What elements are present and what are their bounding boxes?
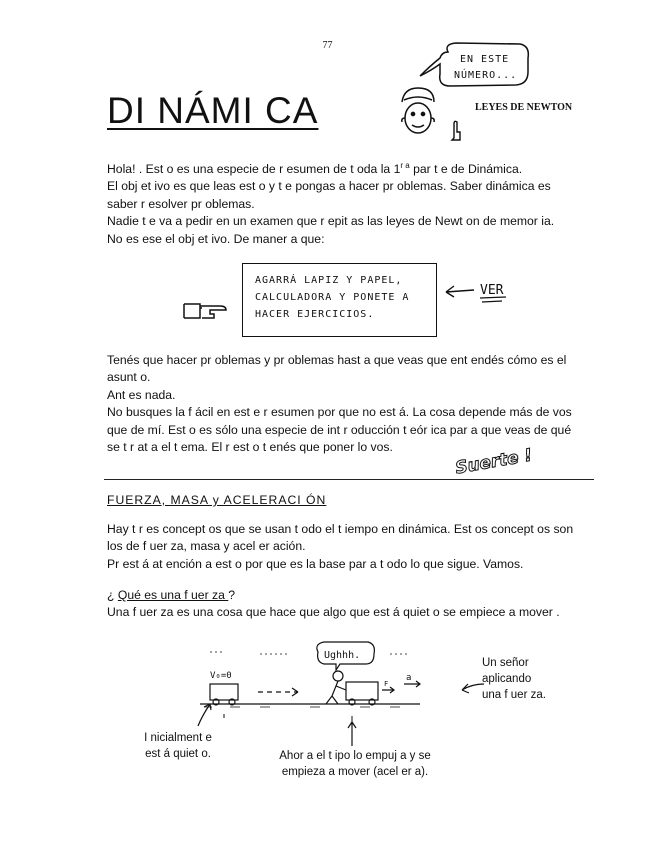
concepts-line-3: Pr est á at ención a est o por que es la base par a t odo lo que sigue. Vamos. <box>107 556 524 571</box>
intro-line-5: No es ese el obj et ivo. De maner a que: <box>107 231 325 246</box>
person-head <box>333 671 343 681</box>
caption-left <box>128 730 228 762</box>
question-close: ? <box>228 588 236 602</box>
bubble-line-2: NÚMERO... <box>454 70 518 81</box>
head-drawing <box>402 88 434 133</box>
question-heading <box>107 588 235 602</box>
intro-line-3: saber r esolver pr oblemas. <box>107 196 255 211</box>
caption-right-line-2: aplicando <box>482 673 532 685</box>
definition-paragraph <box>107 604 597 621</box>
superscript-ra: r a <box>400 161 410 170</box>
concepts-line-1: Hay t r es concept os que se usan t odo el t iempo en dinámica. Est os concept os son <box>107 522 574 536</box>
grunt-text: Ughhh. <box>324 650 361 661</box>
cartoon-character-illustration <box>390 40 550 150</box>
suerte-stamp: Suerte ! <box>453 445 534 479</box>
cart-pushed <box>346 682 378 700</box>
intro-line-1-text: Hola! . Est o es una especie de r esumen de t oda la 1 <box>107 162 401 177</box>
middle-line-1: Tenés que hacer pr oblemas y pr oblemas hast a que veas que ent endés cómo es el <box>107 353 567 367</box>
handwritten-note-box <box>242 263 437 337</box>
caption-center-line-2: empieza a mover (acel er a). <box>281 766 429 778</box>
middle-line-2: asunt o. <box>107 370 151 385</box>
see-arrow-drawing <box>440 280 520 310</box>
middle-paragraph <box>107 352 597 456</box>
question-text: Qué es una f uer za <box>117 588 229 602</box>
section-title: FUERZA, MASA y ACELERACI ÓN <box>107 493 327 507</box>
caption-right <box>482 655 572 703</box>
definition-line: Una f uer za es una cosa que hace que algo que est á quiet o se empiece a mover . <box>107 605 560 619</box>
intro-line-1 <box>107 157 597 178</box>
note-line-3: HACER EJERCICIOS. <box>255 309 375 320</box>
middle-line-6: se t r at a el t ema. El r est o t enés que poner lo vos. <box>107 440 393 455</box>
caption-center-line-1: Ahor a el t ipo lo empuj a y se <box>279 750 431 762</box>
section-divider <box>104 479 594 480</box>
intro-paragraph <box>107 157 597 248</box>
concepts-paragraph <box>107 521 597 573</box>
intro-line-1-end: par t e de Dinámica. <box>409 162 523 177</box>
caption-center <box>255 748 455 780</box>
question-open: ¿ <box>107 588 118 602</box>
bubble-line-1: EN ESTE <box>460 54 510 65</box>
pointing-hand-left-drawing <box>180 292 240 332</box>
v0-label: V₀=0 <box>210 671 232 681</box>
middle-line-5: que de mí. Est o es sólo una especie de int r oducción t eór ica par a que veas de qué <box>107 422 572 437</box>
caption-right-line-3: una f uer za. <box>482 689 546 701</box>
middle-line-3: Ant es nada. <box>107 387 176 402</box>
force-label: F <box>384 680 389 688</box>
caption-left-line-2: est á quiet o. <box>145 748 211 760</box>
caption-right-line-1: Un señor <box>482 657 529 669</box>
cart-initial <box>210 684 238 700</box>
caption-center-arrow <box>342 718 362 748</box>
note-line-2: CALCULADORA Y PONETE A <box>255 292 410 303</box>
intro-line-4: Nadie t e va a pedir en un examen que r epit as las leyes de Newt on de memor ia. <box>107 214 555 229</box>
note-line-1: AGARRÁ LAPIZ Y PAPEL, <box>255 275 403 286</box>
caption-left-arrow <box>190 700 220 730</box>
concepts-line-2: los de f uer za, masa y acel er ación. <box>107 539 306 554</box>
see-label: VER <box>480 283 504 298</box>
caption-left-line-1: I nicialment e <box>144 732 212 744</box>
page-title: DI NÁMI CA <box>107 90 319 131</box>
intro-line-2: El obj et ivo es que leas est o y t e pongas a hacer pr oblemas. Saber dinámica es <box>107 179 551 194</box>
pointing-hand-drawing <box>452 121 460 140</box>
middle-line-4: No busques la f ácil en est e r esumen por que no est á. La cosa depende más de vos <box>107 405 572 420</box>
page-number: 77 <box>322 40 333 51</box>
force-illustration <box>190 632 430 727</box>
accel-label: a <box>406 673 412 683</box>
subtitle: LEYES DE NEWTON <box>475 102 573 113</box>
